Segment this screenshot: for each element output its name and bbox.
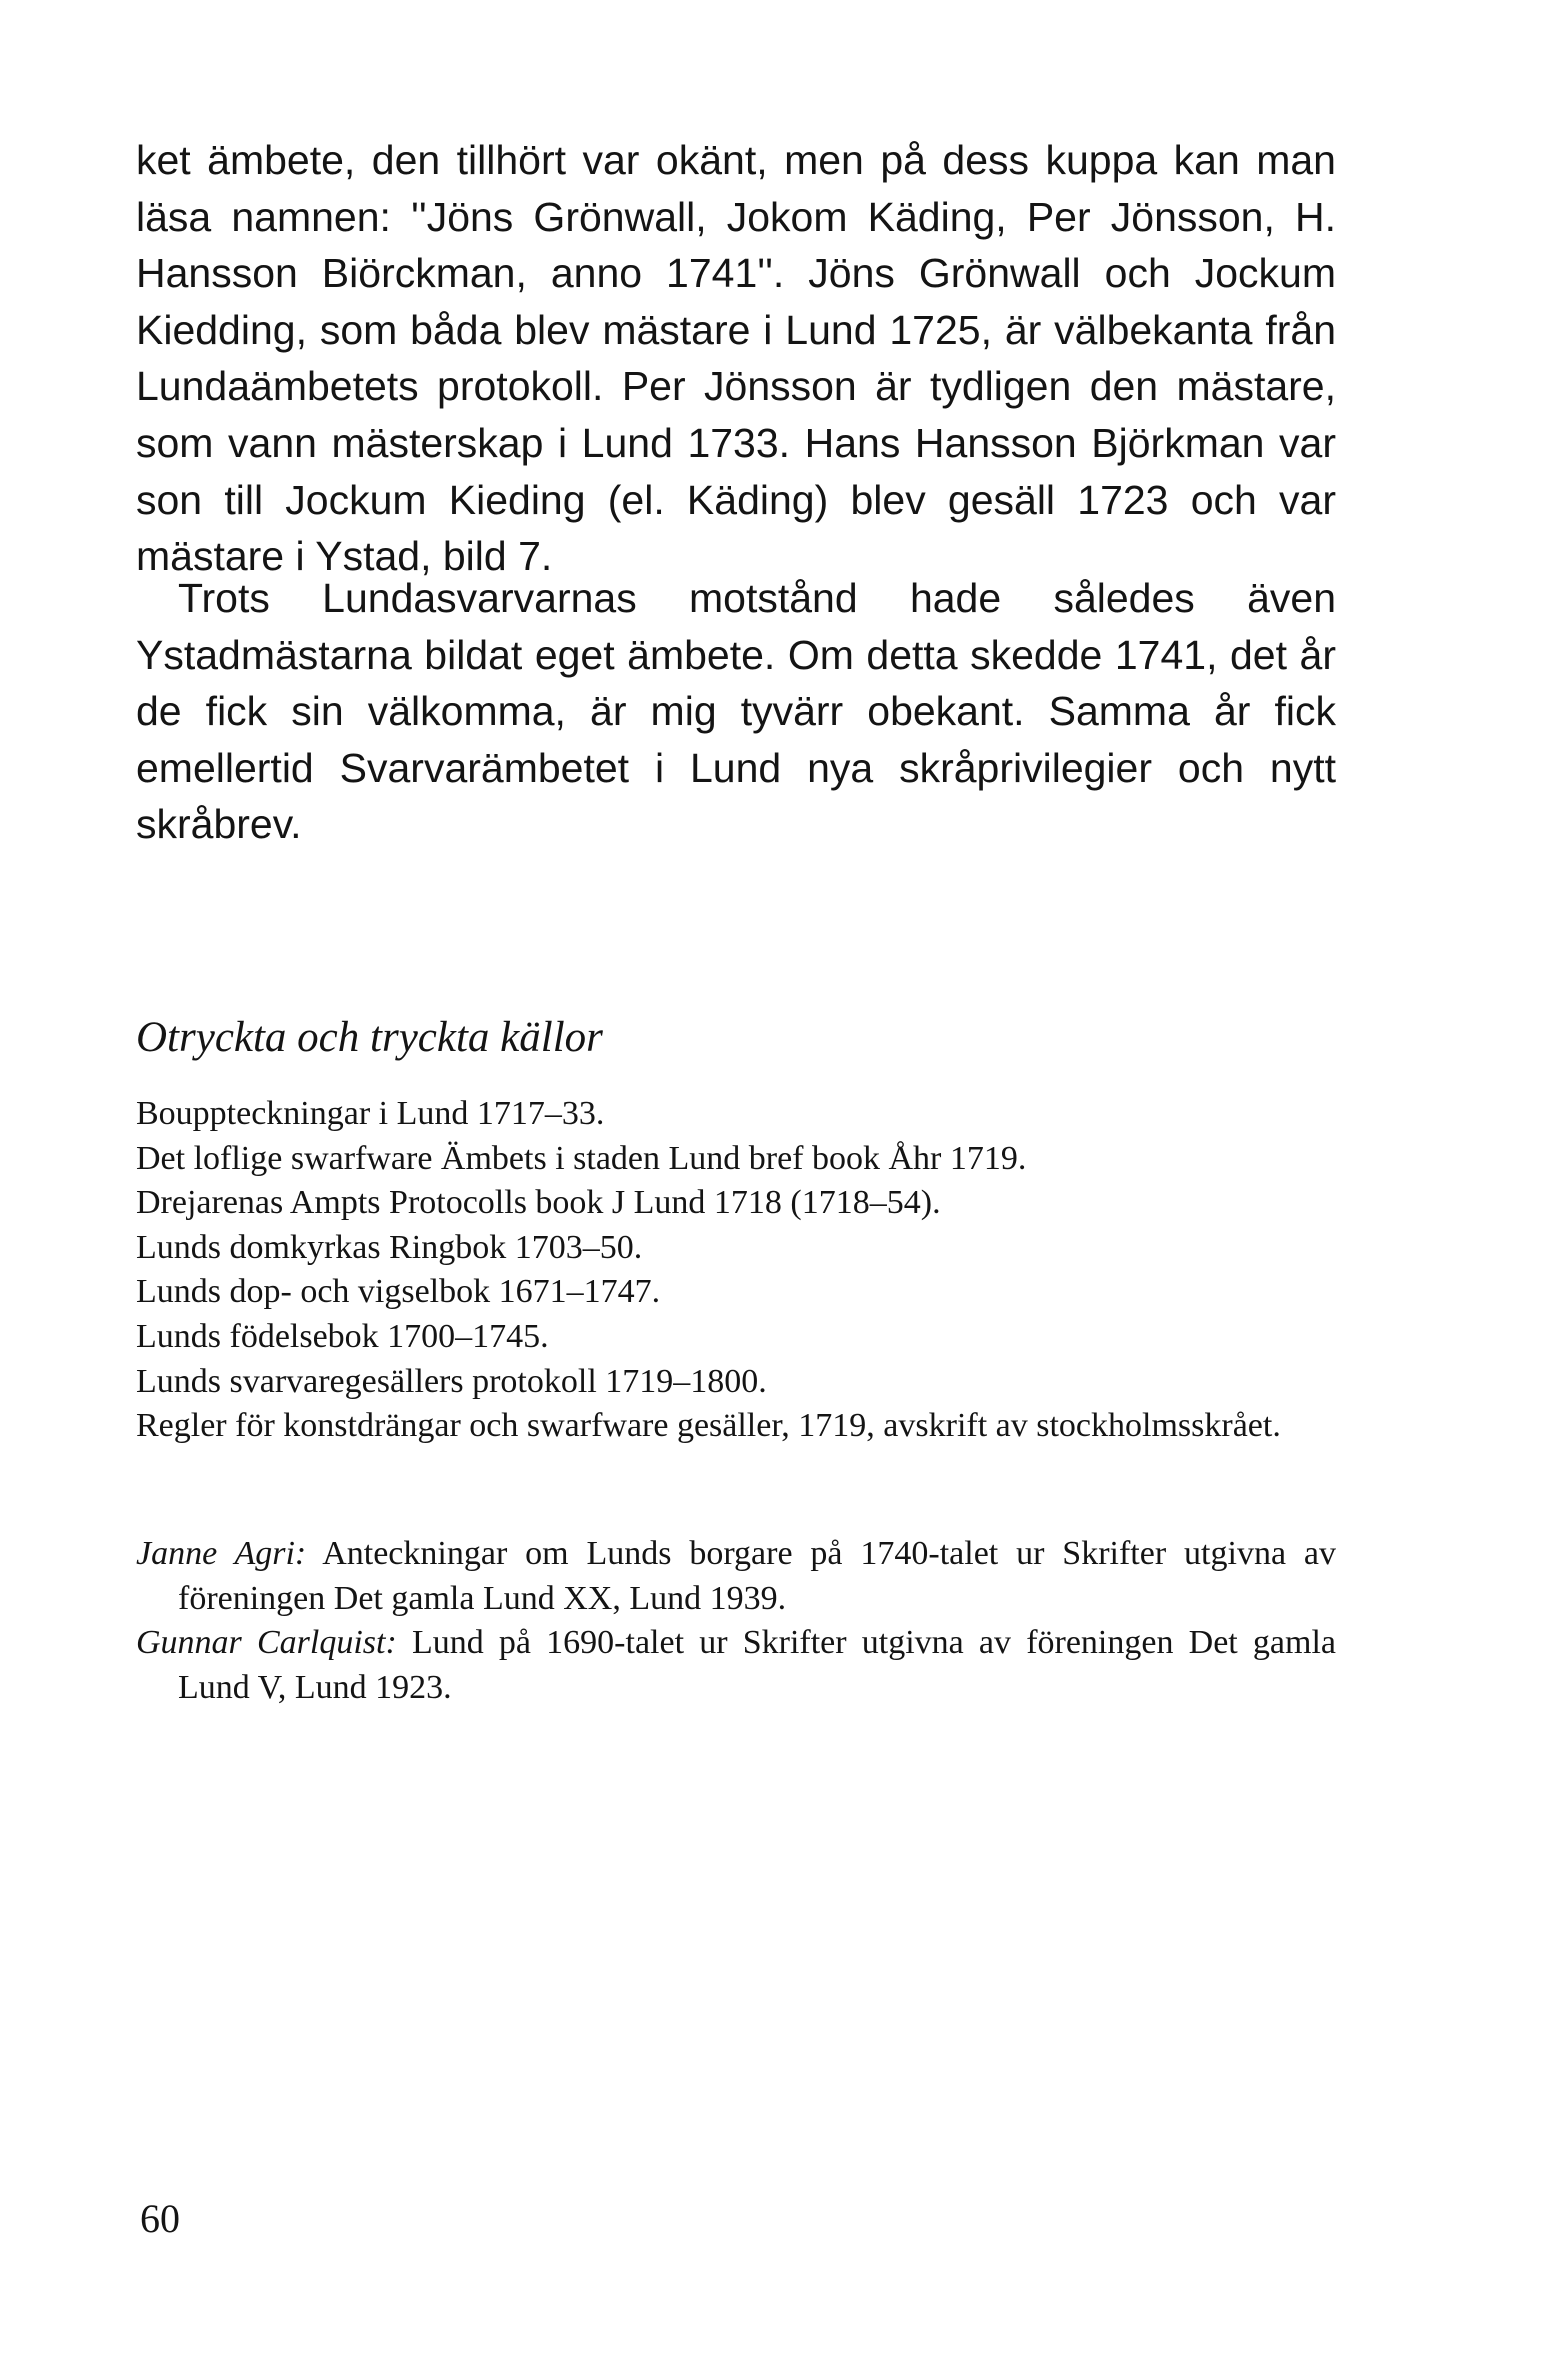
source-entry: Lunds domkyrkas Ringbok 1703–50. [136, 1228, 643, 1266]
reference-author: Gunnar Carlquist: [136, 1624, 397, 1662]
printed-references-list [136, 1532, 1336, 1710]
paragraph-text: Trots Lundasvarvarnas motstånd hade således även Ystadmästarna bildat eget ämbete. Om detta skedde 1741, det år de fick sin välkomma, är mig tyvärr obekant. Samma år fick emellertid Svarvarämbetet i Lund nya skråprivilegier och nytt skråbrev. [136, 575, 1336, 848]
source-entry: Det loflige swarfware Ämbets i staden Lund bref book Åhr 1719. [136, 1139, 1027, 1177]
body-paragraph-1 [136, 132, 1336, 585]
reference-text: Lund på 1690-talet ur Skrifter utgivna av föreningen Det gamla Lund V, Lund 1923. [178, 1624, 1336, 1706]
sources-heading: Otryckta och tryckta källor [136, 1014, 603, 1061]
source-entry: Regler för konstdrängar och swarfware gesäller, 1719, avskrift av stockholmsskrået. [136, 1407, 1281, 1445]
reference-entry [136, 1532, 1336, 1621]
source-entry: Lunds dop- och vigselbok 1671–1747. [136, 1273, 661, 1311]
reference-author: Janne Agri: [136, 1535, 307, 1572]
source-entry: Lunds födelsebok 1700–1745. [136, 1317, 549, 1355]
page-number: 60 [140, 2196, 180, 2241]
unprinted-sources-list [136, 1092, 1336, 1449]
body-paragraph-2 [136, 570, 1336, 853]
reference-entry [136, 1621, 1336, 1710]
paragraph-text: ket ämbete, den tillhört var okänt, men på dess kuppa kan man läsa namnen: ''Jöns Grönwall, Jokom Käding, Per Jönsson, H. Hansson Biörckman, anno 1741''. Jöns Grönwall och Jockum Kiedding, som båda blev mästare i Lund 1725, är välbekanta från Lundaämbetets protokoll. Per Jönsson är tydligen den mästare, som vann mästerskap i Lund 1733. Hans Hansson Björkman var son till Jockum Kieding (el. Käding) blev gesäll 1723 och var mästare i Ystad, bild 7. [136, 137, 1336, 580]
source-entry: Drejarenas Ampts Protocolls book J Lund 1718 (1718–54). [136, 1184, 941, 1222]
source-entry: Lunds svarvaregesällers protokoll 1719–1800. [136, 1362, 767, 1400]
reference-text: Anteckningar om Lunds borgare på 1740-talet ur Skrifter utgivna av föreningen Det gamla Lund XX, Lund 1939. [178, 1535, 1336, 1617]
source-entry: Bouppteckningar i Lund 1717–33. [136, 1095, 605, 1132]
